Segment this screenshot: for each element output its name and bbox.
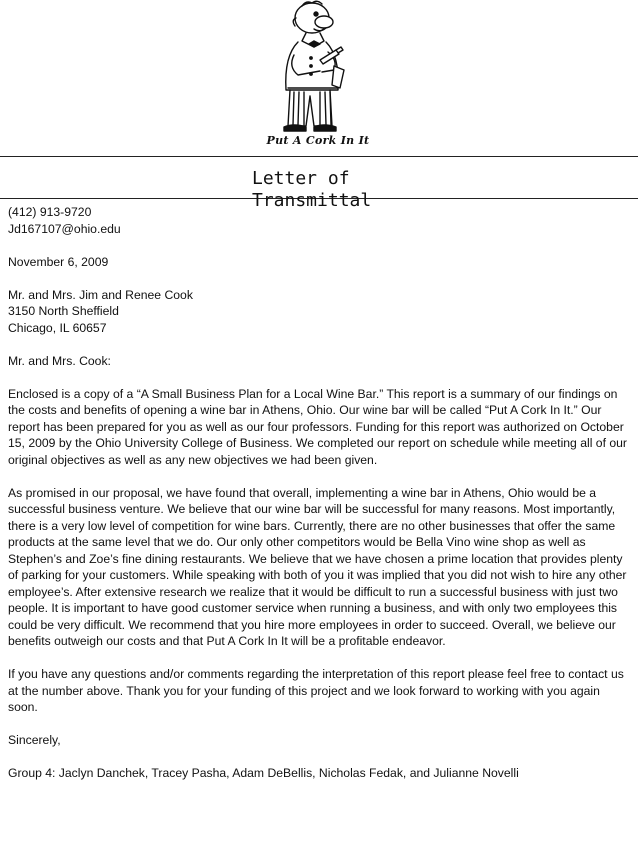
sender-phone: (412) 913-9720 (8, 205, 92, 219)
sender-email: Jd167107@ohio.edu (8, 221, 121, 236)
paragraph-findings: As promised in our proposal, we have found that overall, implementing a wine bar in Athens, Ohio would be a successful business venture. We believe that our wine bar will be successful for many reasons. Most importantly, there is a very low level of competition for wine bars. Currently, there are no other businesses that offer the same products at the same level that we do. Our only other competitors would be Bella Vino wine shop as well as Stephen’s and Zoe’s fine dining restaurants. We believe that we have chosen a prime location that provides plenty of parking for your customers. While speaking with both of you it was implied that you did not wish to hire any other employee’s. After extensive research we realize that it would be difficult to run a successful business with just two people. It is important to have good customer service when running a business, and with only two employees this could be very difficult. We recommend that you hire more employees in order to succeed. Overall, we believe our benefits outweigh our costs and that Put A Cork In It will be a profitable endeavor. (8, 485, 627, 648)
recipient-street: 3150 North Sheffield (8, 304, 119, 318)
title-line-2: Transmittal (252, 190, 372, 211)
header-rule-top (0, 156, 638, 157)
paragraph-intro: Enclosed is a copy of a “A Small Business Plan for a Local Wine Bar.” This report is a summary of our findings on the costs and benefits of opening a wine bar in Athens, Ohio. Our wine bar will be called “Put A Cork In It.” Our report has been prepared for you as well as our four professors. Funding for this report was authorized on October 15, 2009 by the Ohio University College of Business. We completed our report on schedule while meeting all of our original objectives as well as any new objectives we had been given. (8, 386, 627, 467)
sommelier-illustration-icon (254, 0, 384, 135)
logo (254, 0, 384, 150)
recipient-name: Mr. and Mrs. Jim and Renee Cook (8, 287, 193, 302)
signature: Group 4: Jaclyn Danchek, Tracey Pasha, Adam DeBellis, Nicholas Fedak, and Julianne Novelli (8, 766, 519, 780)
title-line-1: Letter of (252, 168, 350, 189)
recipient-block (8, 287, 632, 337)
paragraph-closing: If you have any questions and/or comments regarding the interpretation of this report please feel free to contact us at the number above. Thank you for your funding of this project and we look forward to working with you again soon. (8, 667, 624, 714)
sender-block (8, 204, 632, 237)
letter-body (8, 204, 632, 798)
letter-date: November 6, 2009 (8, 254, 109, 269)
closing: Sincerely, (8, 733, 61, 747)
logo-caption: Put A Cork In It (266, 134, 370, 147)
recipient-city: Chicago, IL 60657 (8, 320, 107, 335)
salutation: Mr. and Mrs. Cook: (8, 353, 111, 368)
